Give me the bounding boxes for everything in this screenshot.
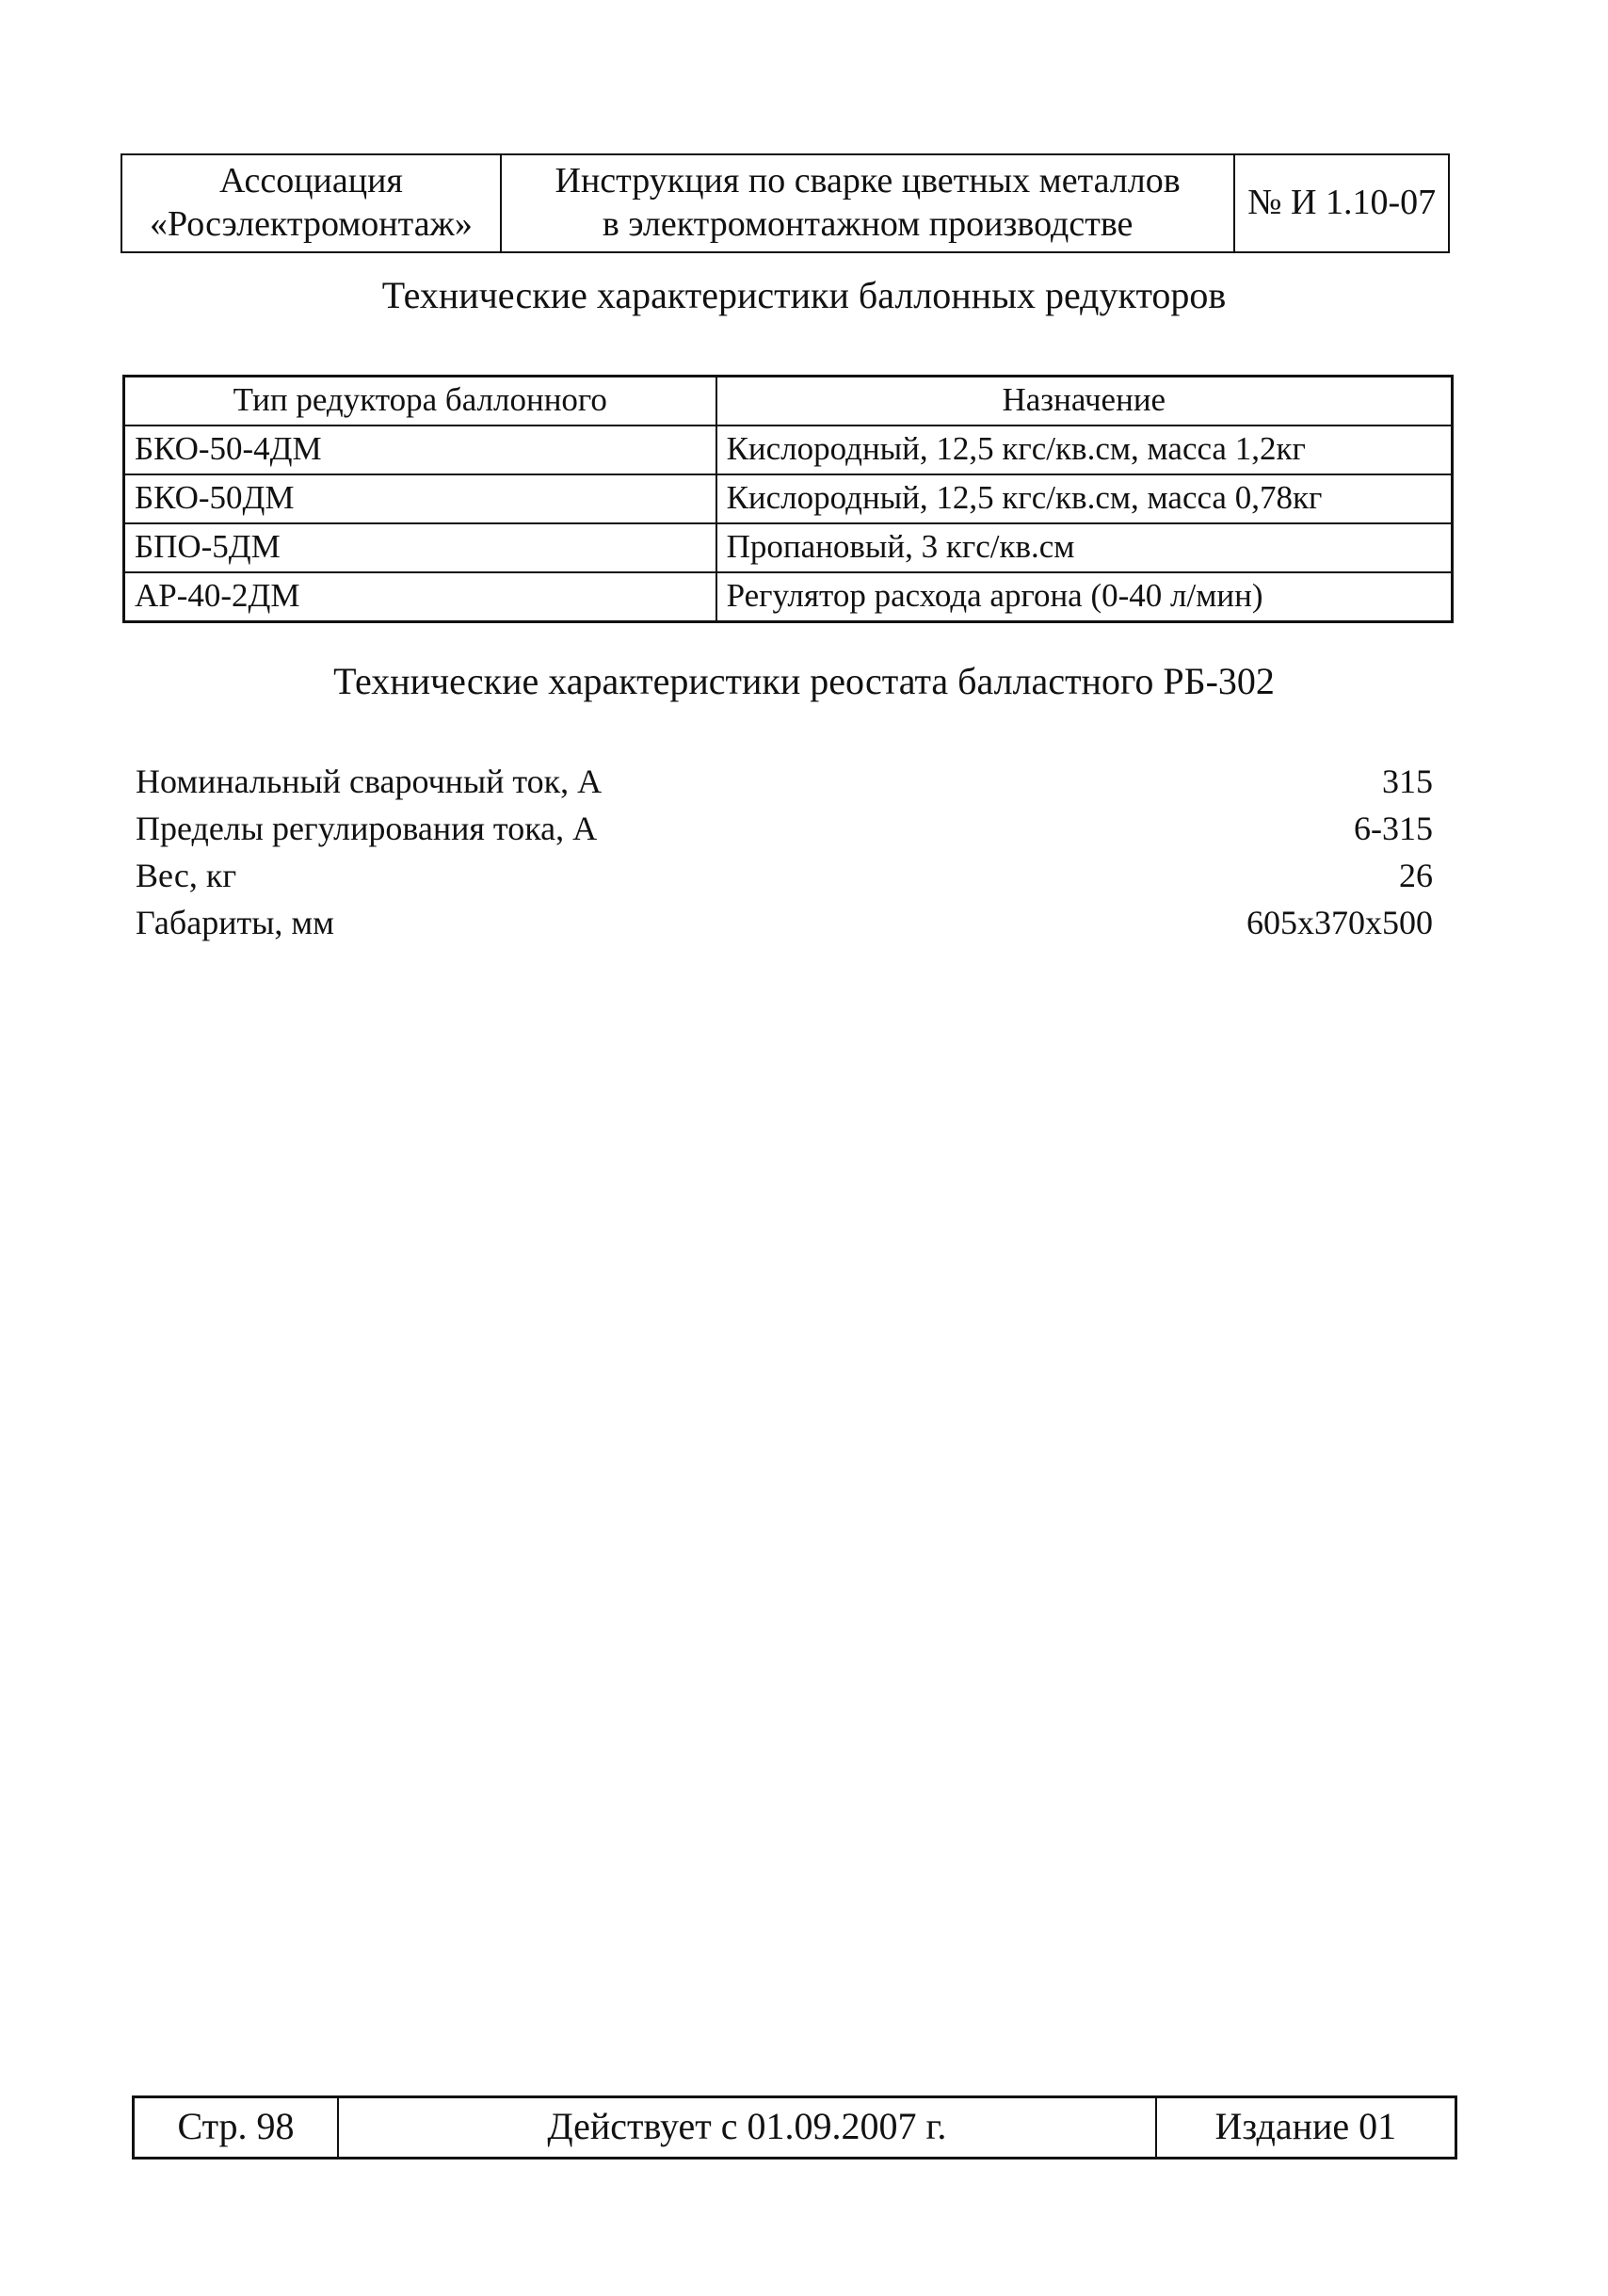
spec-value: 26 bbox=[1399, 857, 1433, 894]
effective-date: Действует с 01.09.2007 г. bbox=[338, 2097, 1156, 2159]
table-row bbox=[124, 523, 1453, 572]
reducer-type-cell: БПО-5ДМ bbox=[124, 523, 716, 572]
spec-value: 6-315 bbox=[1354, 810, 1433, 847]
table-row bbox=[124, 572, 1453, 622]
document-footer bbox=[132, 2095, 1457, 2160]
reducer-type-cell: АР-40-2ДМ bbox=[124, 572, 716, 622]
reducer-purpose-cell: Регулятор расхода аргона (0-40 л/мин) bbox=[716, 572, 1453, 622]
list-item bbox=[136, 805, 1433, 852]
spec-label: Номинальный сварочный ток, А bbox=[136, 763, 603, 800]
list-item bbox=[136, 852, 1433, 899]
rheostat-section-title: Технические характеристики реостата балластного РБ-302 bbox=[333, 660, 1275, 702]
reducer-type-cell: БКО-50-4ДМ bbox=[124, 425, 716, 474]
reducers-table bbox=[122, 375, 1454, 623]
reducer-purpose-cell: Кислородный, 12,5 кгс/кв.см, масса 1,2кг bbox=[716, 425, 1453, 474]
document-title-cell bbox=[501, 154, 1235, 252]
list-item bbox=[136, 899, 1433, 946]
spec-label: Вес, кг bbox=[136, 857, 237, 894]
rheostat-specs-list bbox=[136, 758, 1433, 946]
document-title-line2: в электромонтажном производстве bbox=[602, 204, 1134, 244]
reducers-section-title: Технические характеристики баллонных редукторов bbox=[381, 274, 1227, 316]
reducer-purpose-cell: Пропановый, 3 кгс/кв.см bbox=[716, 523, 1453, 572]
document-header bbox=[121, 153, 1450, 253]
edition-label: Издание 01 bbox=[1156, 2097, 1456, 2159]
reducer-purpose-cell: Кислородный, 12,5 кгс/кв.см, масса 0,78кг bbox=[716, 474, 1453, 523]
spec-label: Пределы регулирования тока, А bbox=[136, 810, 598, 847]
table-header-row bbox=[124, 377, 1453, 426]
spec-label: Габариты, мм bbox=[136, 904, 334, 941]
column-header-purpose: Назначение bbox=[716, 377, 1453, 426]
list-item bbox=[136, 758, 1433, 805]
spec-value: 605х370х500 bbox=[1246, 904, 1433, 941]
organization-name-line2: «Росэлектромонтаж» bbox=[150, 204, 473, 244]
organization-cell bbox=[121, 154, 501, 252]
organization-name-line1: Ассоциация bbox=[218, 161, 403, 201]
page-number: Стр. 98 bbox=[134, 2097, 339, 2159]
column-header-type: Тип редуктора баллонного bbox=[124, 377, 716, 426]
table-row bbox=[124, 474, 1453, 523]
table-row bbox=[124, 425, 1453, 474]
spec-value: 315 bbox=[1382, 763, 1433, 800]
document-title-line1: Инструкция по сварке цветных металлов bbox=[555, 161, 1181, 201]
document-number: № И 1.10-07 bbox=[1234, 154, 1449, 252]
reducer-type-cell: БКО-50ДМ bbox=[124, 474, 716, 523]
